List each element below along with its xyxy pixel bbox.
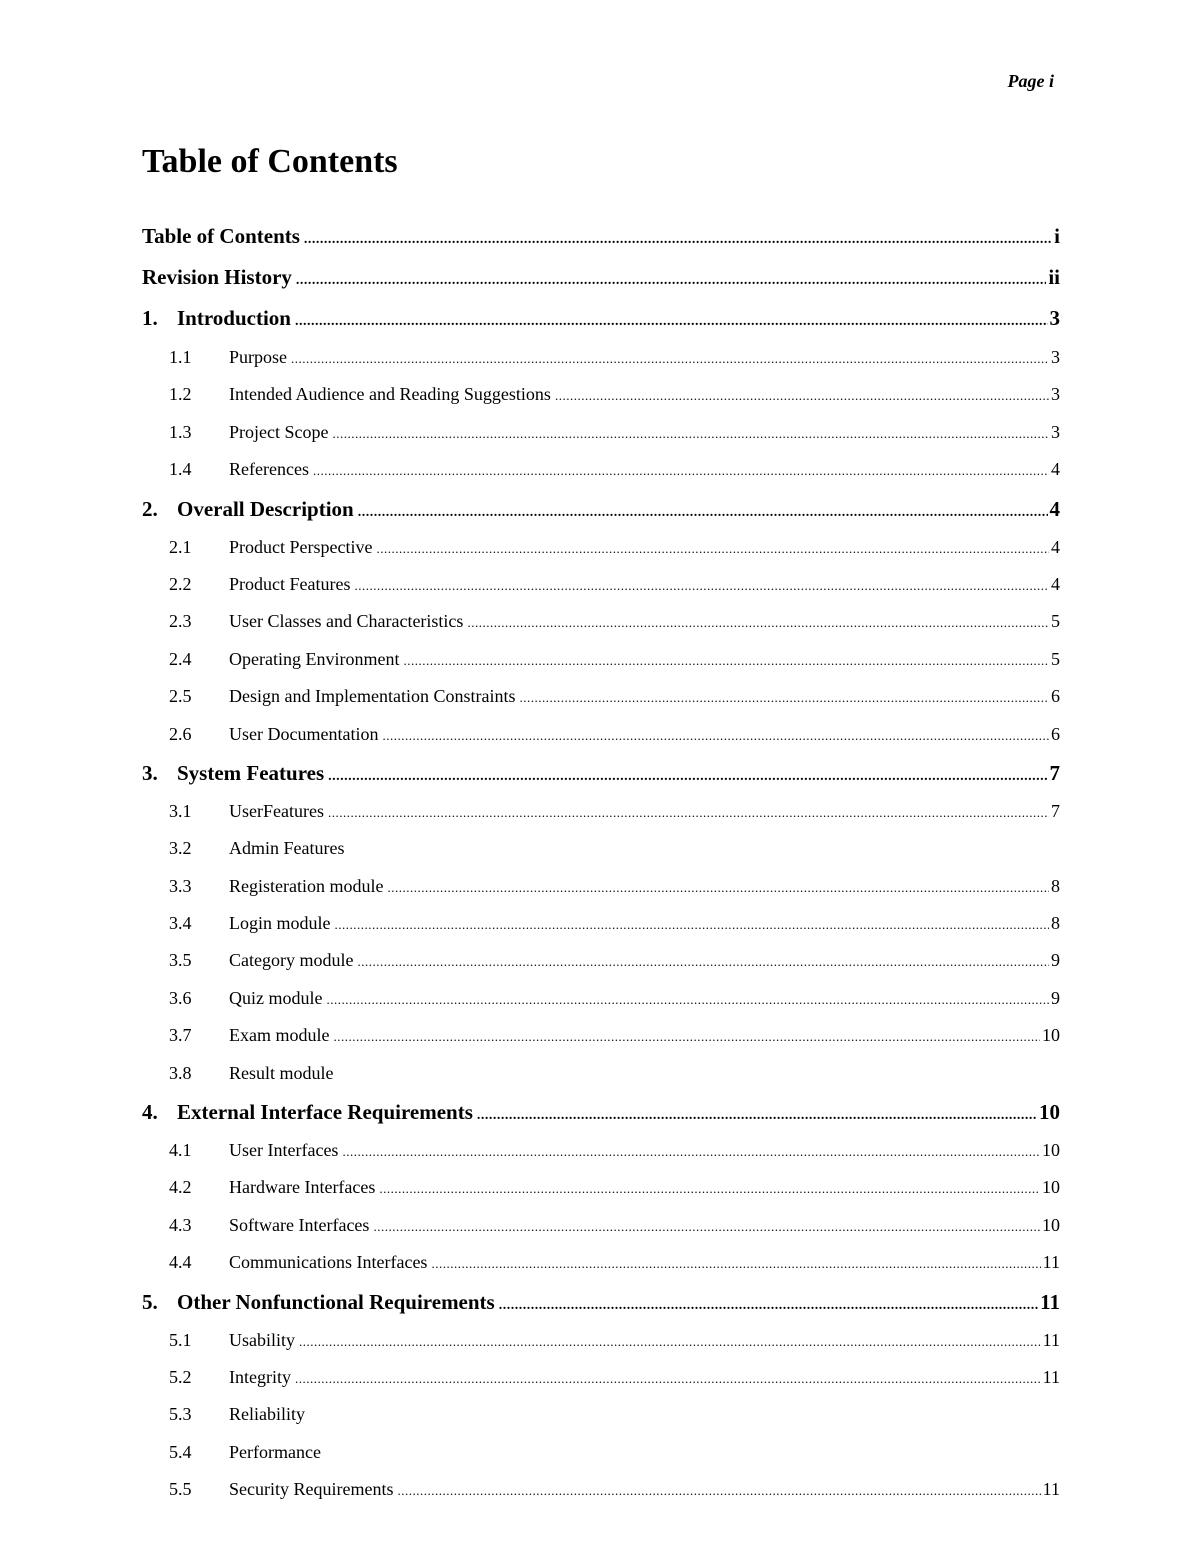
toc-leader (354, 567, 1049, 604)
toc-entry-label: Overall Description (177, 496, 354, 521)
table-of-contents (142, 216, 1060, 1509)
toc-entry-number: 2.6 (169, 723, 192, 744)
toc-leader (313, 452, 1049, 489)
toc-entry-label: Login module (229, 913, 331, 934)
toc-entry-page: 4 (1051, 573, 1060, 594)
toc-subsection-1-3[interactable] (142, 414, 1060, 451)
toc-subsection-2-5[interactable] (142, 678, 1060, 715)
toc-entry-label: References (229, 459, 309, 480)
toc-entry-label: Quiz module (229, 987, 323, 1008)
toc-subsection-3-3[interactable] (142, 868, 1060, 905)
toc-entry-label: System Features (177, 760, 325, 785)
toc-entry-page: ii (1048, 265, 1060, 289)
toc-entry-page: 7 (1049, 760, 1060, 785)
toc-entry-number: 3.8 (169, 1062, 192, 1083)
toc-entry-page: 6 (1051, 686, 1060, 707)
toc-entry-label: Communications Interfaces (229, 1252, 428, 1273)
toc-subsection-3-1[interactable] (142, 793, 1060, 830)
toc-entry-label: Hardware Interfaces (229, 1177, 376, 1198)
toc-entry-page: 11 (1042, 1479, 1060, 1500)
toc-entry-label: Table of Contents (142, 224, 300, 248)
toc-entry-label: User Classes and Characteristics (229, 611, 464, 632)
toc-leader (295, 301, 1048, 342)
toc-entry-number: 2.3 (169, 611, 192, 632)
page-header-number: Page i (1007, 71, 1054, 91)
toc-entry-label: Revision History (142, 265, 292, 289)
toc-leader (333, 1018, 1040, 1055)
toc-leader (295, 1360, 1041, 1397)
toc-entry-number: 1.1 (169, 347, 192, 367)
toc-entry-label: External Interface Requirements (177, 1100, 473, 1125)
toc-leader (373, 1208, 1040, 1245)
toc-entry-label: Security Requirements (229, 1479, 394, 1500)
toc-entry-page: 5 (1051, 611, 1060, 632)
toc-leader (519, 679, 1049, 716)
toc-section-3[interactable] (142, 753, 1060, 793)
toc-entry-page: 5 (1051, 648, 1060, 669)
toc-subsection-4-1[interactable] (142, 1132, 1060, 1169)
toc-entry-label: Performance (229, 1441, 321, 1462)
toc-entry-number: 2.1 (169, 536, 192, 557)
toc-subsection-5-4[interactable] (142, 1434, 1060, 1471)
toc-entry-number: 4.4 (169, 1252, 192, 1273)
toc-entry-page: 9 (1051, 987, 1060, 1008)
toc-leader (477, 1096, 1037, 1136)
toc-entry-number: 2. (142, 496, 158, 521)
toc-entry-page: 10 (1042, 1025, 1060, 1046)
toc-entry-label: Design and Implementation Constraints (229, 686, 516, 707)
toc-leader (431, 1245, 1040, 1282)
toc-entry-label: Registeration module (229, 875, 384, 896)
toc-entry-page: 7 (1051, 800, 1060, 821)
toc-entry-page: 11 (1042, 1329, 1060, 1350)
toc-entry-number: 5.1 (169, 1329, 192, 1350)
toc-leader (382, 717, 1049, 754)
toc-entry-number: 4.2 (169, 1177, 192, 1198)
toc-leader (387, 869, 1049, 906)
toc-subsection-1-1[interactable] (142, 339, 1060, 376)
toc-leader (326, 981, 1049, 1018)
toc-entry-number: 2.2 (169, 573, 192, 594)
toc-entry-number: 5.4 (169, 1441, 192, 1462)
toc-entry-label: UserFeatures (229, 800, 324, 821)
toc-entry-number: 3.1 (169, 800, 192, 821)
toc-leader (304, 219, 1052, 260)
toc-entry-page: 3 (1051, 384, 1060, 405)
toc-entry-number: 3.6 (169, 987, 192, 1008)
toc-subsection-4-3[interactable] (142, 1207, 1060, 1244)
toc-entry-number: 4. (142, 1100, 158, 1125)
toc-section-5[interactable] (142, 1282, 1060, 1322)
toc-subsection-3-4[interactable] (142, 905, 1060, 942)
toc-entry-number: 3.5 (169, 950, 192, 971)
toc-subsection-5-2[interactable] (142, 1359, 1060, 1396)
toc-entry-page: 11 (1042, 1366, 1060, 1387)
toc-entry-page: i (1054, 224, 1060, 248)
toc-leader (376, 530, 1049, 567)
toc-subsection-1-4[interactable] (142, 451, 1060, 488)
toc-entry-page: 10 (1042, 1140, 1060, 1161)
page-title: Table of Contents (142, 143, 398, 180)
toc-subsection-2-3[interactable] (142, 603, 1060, 640)
toc-entry-number: 1.4 (169, 459, 192, 480)
toc-entry-label: Category module (229, 950, 354, 971)
toc-entry-label: Software Interfaces (229, 1214, 370, 1235)
toc-subsection-1-2[interactable] (142, 376, 1060, 413)
toc-subsection-3-2[interactable] (142, 830, 1060, 867)
toc-subsection-2-6[interactable] (142, 716, 1060, 753)
toc-entry-page: 10 (1039, 1100, 1060, 1125)
toc-subsection-3-6[interactable] (142, 980, 1060, 1017)
toc-leader (332, 415, 1049, 452)
toc-section-2[interactable] (142, 489, 1060, 529)
toc-entry-number: 5. (142, 1289, 158, 1314)
toc-entry-number: 5.5 (169, 1479, 192, 1500)
toc-leader (296, 260, 1046, 301)
toc-leader (291, 340, 1049, 377)
toc-leader (328, 757, 1047, 797)
toc-entry-page: 4 (1051, 459, 1060, 480)
toc-subsection-3-5[interactable] (142, 942, 1060, 979)
toc-entry-number: 3.7 (169, 1025, 192, 1046)
toc-subsection-2-4[interactable] (142, 641, 1060, 678)
toc-entry-page: 3 (1049, 306, 1060, 330)
toc-entry-page: 10 (1042, 1214, 1060, 1235)
toc-subsection-2-1[interactable] (142, 529, 1060, 566)
toc-entry-label: Intended Audience and Reading Suggestions (229, 384, 551, 405)
toc-entry-label: Result module (229, 1062, 334, 1083)
toc-entry-page: 3 (1051, 347, 1060, 367)
toc-subsection-3-8[interactable] (142, 1055, 1060, 1092)
toc-leader (358, 493, 1048, 533)
toc-entry-number: 1.2 (169, 384, 192, 405)
toc-entry-page: 6 (1051, 723, 1060, 744)
toc-entry-number: 5.2 (169, 1366, 192, 1387)
toc-subsection-3-7[interactable] (142, 1017, 1060, 1054)
toc-entry-number: 5.3 (169, 1404, 192, 1425)
toc-entry-label: Purpose (229, 347, 287, 367)
toc-subsection-2-2[interactable] (142, 566, 1060, 603)
toc-entry-label: Reliability (229, 1404, 305, 1425)
toc-entry-number: 4.1 (169, 1140, 192, 1161)
toc-entry-number: 1. (142, 306, 158, 330)
toc-entry-page: 9 (1051, 950, 1060, 971)
toc-leader (379, 1170, 1040, 1207)
toc-entry-number: 3.2 (169, 838, 192, 859)
toc-entry-page: 4 (1049, 496, 1060, 521)
toc-entry-label: Product Perspective (229, 536, 373, 557)
toc-entry-number: 2.4 (169, 648, 192, 669)
toc-entry-page: 10 (1042, 1177, 1060, 1198)
toc-entry-label: User Documentation (229, 723, 379, 744)
toc-leader (467, 604, 1049, 641)
toc-entry-table-of-contents[interactable] (142, 216, 1060, 257)
toc-leader (335, 906, 1050, 943)
toc-entry-page: 3 (1051, 421, 1060, 442)
toc-subsection-5-1[interactable] (142, 1322, 1060, 1359)
toc-leader (403, 642, 1049, 679)
toc-entry-revision-history[interactable] (142, 257, 1060, 298)
toc-subsection-4-2[interactable] (142, 1169, 1060, 1206)
toc-entry-page: 11 (1040, 1289, 1060, 1314)
toc-entry-label: Introduction (177, 306, 291, 330)
toc-leader (342, 1133, 1040, 1170)
toc-entry-number: 4.3 (169, 1214, 192, 1235)
toc-leader (499, 1286, 1038, 1326)
toc-entry-label: Other Nonfunctional Requirements (177, 1289, 495, 1314)
toc-subsection-5-3[interactable] (142, 1396, 1060, 1433)
toc-leader (555, 377, 1049, 414)
toc-entry-page: 8 (1051, 913, 1060, 934)
toc-entry-label: Usability (229, 1329, 295, 1350)
toc-subsection-5-5[interactable] (142, 1471, 1060, 1508)
toc-entry-number: 3. (142, 760, 158, 785)
toc-entry-label: Exam module (229, 1025, 330, 1046)
toc-entry-page: 4 (1051, 536, 1060, 557)
toc-leader (397, 1472, 1040, 1509)
toc-entry-number: 2.5 (169, 686, 192, 707)
toc-entry-label: Admin Features (229, 838, 345, 859)
toc-leader (299, 1323, 1041, 1360)
toc-entry-number: 3.4 (169, 913, 192, 934)
toc-entry-page: 11 (1042, 1252, 1060, 1273)
toc-leader (357, 943, 1049, 980)
toc-entry-label: Integrity (229, 1366, 291, 1387)
toc-leader (328, 794, 1049, 831)
toc-section-4[interactable] (142, 1092, 1060, 1132)
toc-section-1[interactable] (142, 298, 1060, 339)
toc-entry-label: User Interfaces (229, 1140, 339, 1161)
toc-subsection-4-4[interactable] (142, 1244, 1060, 1281)
toc-entry-label: Product Features (229, 573, 351, 594)
toc-entry-number: 3.3 (169, 875, 192, 896)
toc-entry-page: 8 (1051, 875, 1060, 896)
toc-entry-label: Operating Environment (229, 648, 400, 669)
toc-entry-label: Project Scope (229, 421, 329, 442)
toc-entry-number: 1.3 (169, 421, 192, 442)
